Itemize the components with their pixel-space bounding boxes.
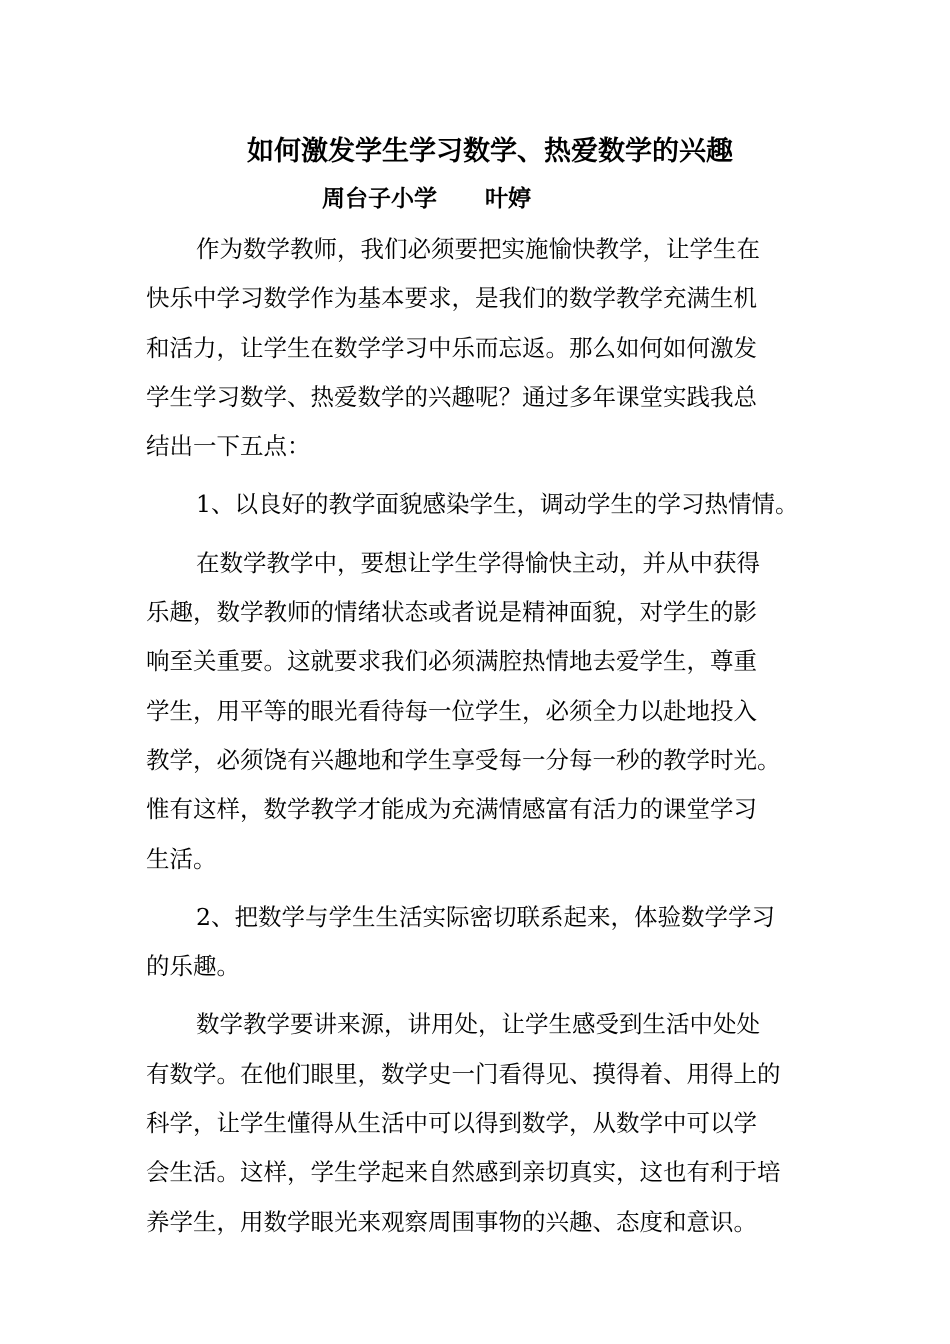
author-school: 周台子小学 [322,185,437,212]
paragraph-spacing [146,991,818,1000]
document-body [146,225,818,1247]
paragraph [146,225,818,471]
text-line: 1、以良好的教学面貌感染学生，调动学生的学习热情情。 [196,490,799,519]
text-line: 快乐中学习数学作为基本要求，是我们的数学教学充满生机 [146,284,757,313]
text-line: 响至关重要。这就要求我们必须满腔热情地去爱学生，尊重 [146,647,757,676]
paragraph-spacing [146,471,818,480]
text-line: 和活力，让学生在数学学习中乐而忘返。那么如何如何激发 [146,333,757,362]
paragraph [146,480,818,529]
text-line: 作为数学教师，我们必须要把实施愉快教学，让学生在 [196,235,760,263]
paragraph [146,539,818,884]
text-line: 2、把数学与学生生活实际密切联系起来，体验数学学习 [196,902,775,931]
text-line: 有数学。在他们眼里，数学史一门看得见、摸得着、用得上的 [146,1059,781,1088]
author-line [322,177,531,221]
text-line: 生活。 [146,844,217,873]
text-line: 学生学习数学、热爱数学的兴趣呢？通过多年课堂实践我总 [146,382,757,411]
paragraph [146,1000,818,1246]
text-line: 学生，用平等的眼光看待每一位学生，必须全力以赴地投入 [146,696,757,725]
text-line: 惟有这样，数学教学才能成为充满情感富有活力的课堂学习 [146,795,757,824]
text-line: 的乐趣。 [146,952,240,981]
paragraph-spacing [146,884,818,893]
text-line: 乐趣，数学教师的情绪状态或者说是精神面貌，对学生的影 [146,598,757,627]
text-line: 结出一下五点： [146,432,311,461]
document-title: 如何激发学生学习数学、热爱数学的兴趣 [247,136,733,167]
paragraph [146,893,818,992]
paragraph-spacing [146,530,818,539]
text-line: 数学教学要讲来源，讲用处，让学生感受到生活中处处 [196,1010,760,1039]
text-line: 在数学教学中，要想让学生学得愉快主动，并从中获得 [196,548,760,577]
text-line: 科学，让学生懂得从生活中可以得到数学，从数学中可以学 [146,1109,757,1138]
text-line: 教学，必须饶有兴趣地和学生享受每一分每一秒的教学时光。 [146,745,781,774]
text-line: 养学生，用数学眼光来观察周围事物的兴趣、态度和意识。 [146,1207,757,1236]
author-name: 叶婷 [485,185,531,212]
text-line: 会生活。这样，学生学起来自然感到亲切真实，这也有利于培 [146,1158,781,1187]
